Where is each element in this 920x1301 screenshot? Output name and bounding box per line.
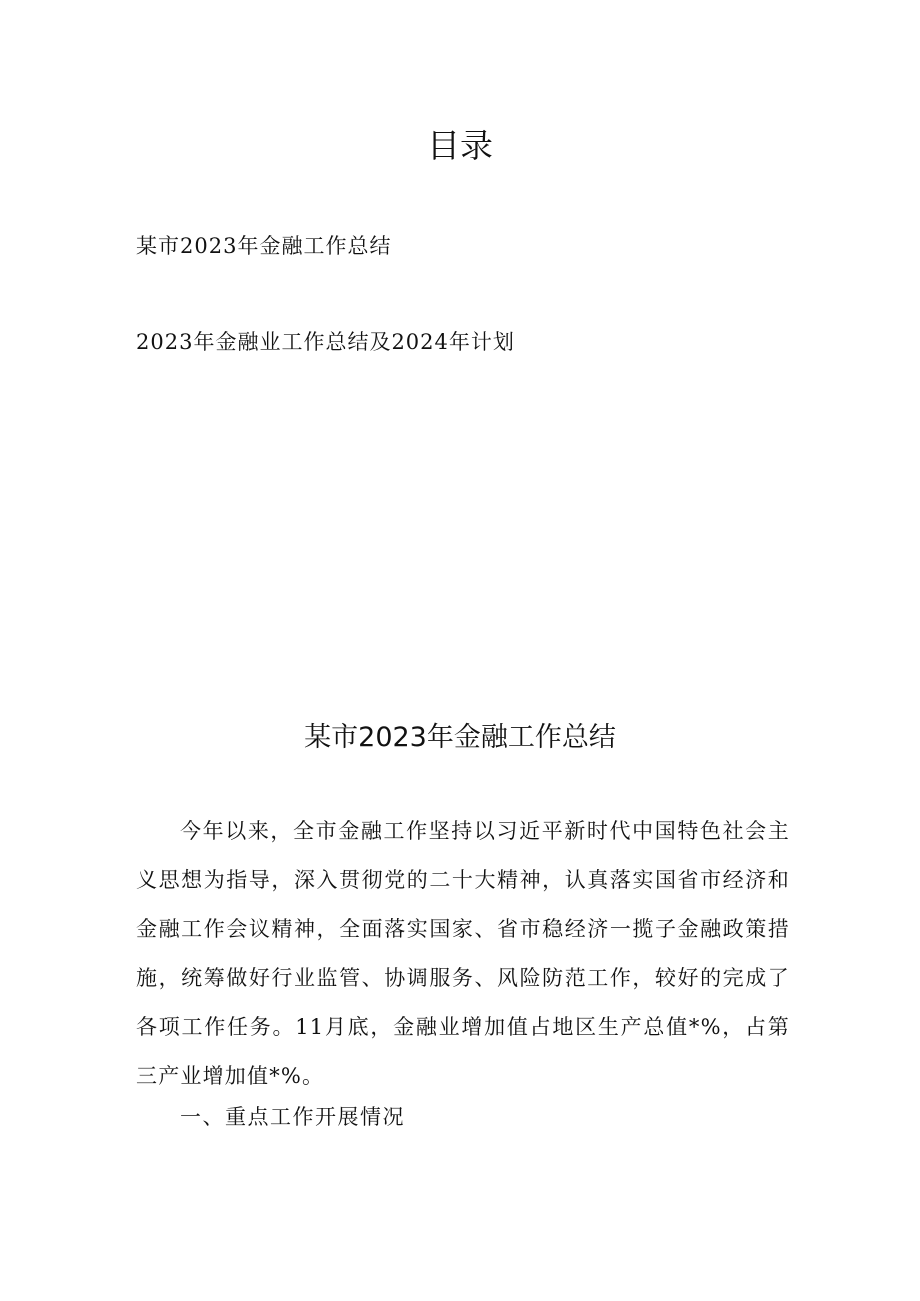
toc-title: 目录 [427,126,493,165]
toc-item-financial-work-summary[interactable]: 某市2023年金融工作总结 [136,234,392,258]
toc-item-financial-industry-summary-and-plan[interactable]: 2023年金融业工作总结及2024年计划 [136,330,515,354]
subheading-key-work: 一、重点工作开展情况 [180,1105,405,1129]
section-title: 某市2023年金融工作总结 [304,722,616,753]
body-paragraph: 今年以来，全市金融工作坚持以习近平新时代中国特色社会主义思想为指导，深入贯彻党的二十大精神，认真落实国省市经济和金融工作会议精神，全面落实国家、省市稳经济一揽子金融政策措施，统筹做好行业监管、协调服务、风险防范工作，较好的完成了各项工作任务。11月底，金融业增加值占地区生产总值*%，占第三产业增加值*%。 [136,819,790,1088]
